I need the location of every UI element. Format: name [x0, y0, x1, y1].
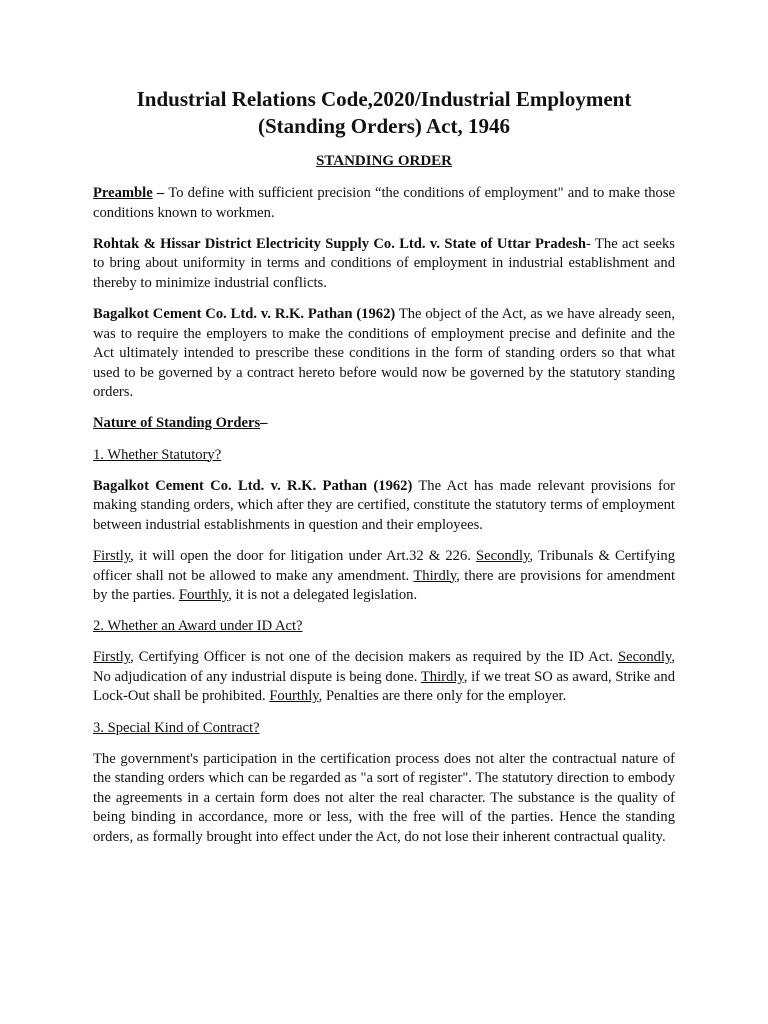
q2-firstly: Firstly	[93, 649, 131, 666]
q2-secondly: Secondly	[617, 649, 672, 666]
rohtak-case-name: Rohtak & Hissar District Electricity Supply Co. Ltd. v. State of Uttar Pradesh	[93, 235, 587, 252]
q1-fourthly: Fourthly	[178, 587, 229, 604]
q1-heading-text: 1. Whether Statutory?	[93, 446, 222, 463]
document-page	[93, 86, 675, 859]
preamble-paragraph	[93, 184, 675, 223]
rohtak-paragraph	[93, 235, 675, 294]
q2-fourthly: Fourthly	[269, 688, 319, 705]
q1-heading	[93, 446, 675, 466]
q3-heading	[93, 719, 675, 739]
q1-firstly-text: , it will open the door for litigation under Art.32 & 226.	[130, 547, 477, 564]
q1-case-paragraph	[93, 477, 675, 536]
q1-case-name: Bagalkot Cement Co. Ltd. v. R.K. Pathan (1962)	[93, 477, 413, 494]
q2-secondly-text: , No adjudication of any industrial dispute is being done.	[93, 649, 675, 685]
q2-firstly-text: , Certifying Officer is not one of the decision makers as required by the ID Act.	[130, 649, 618, 666]
preamble-text: To define with sufficient precision “the conditions of employment" and to make those conditions known to workmen.	[93, 185, 676, 221]
q1-secondly: Secondly	[476, 547, 530, 564]
q3-paragraph: The government's participation in the certification process does not alter the contractual nature of the standing orders which can be regarded as "a sort of register". The statutory direction to embody the agreements in a certain form does not alter the real character. The substance is the quality of being binding in accordance, more or less, with the free will of the parties. Hence the standing orders, as formally brought into effect under the Act, do not lose their inherent contractual quality.	[93, 750, 675, 846]
section-heading: STANDING ORDER	[316, 153, 452, 169]
q3-heading-text: 3. Special Kind of Contract?	[93, 719, 260, 736]
q2-heading	[93, 617, 675, 637]
nature-heading-label: Nature of Standing Orders	[93, 415, 261, 432]
q1-secondly-text: , Tribunals & Certifying officer shall not be allowed to make any amendment.	[93, 547, 675, 584]
q1-case-text: The Act has made relevant provisions for making standing orders, which after they are certified, constitute the statutory terms of employment between industrial establishments in question and their employees.	[93, 477, 675, 533]
q1-thirdly-text: , there are provisions for amendment by the parties.	[93, 567, 676, 604]
nature-heading-suffix: –	[260, 415, 268, 432]
nature-heading	[93, 414, 675, 434]
preamble-dash: –	[152, 185, 169, 201]
q1-firstly: Firstly	[93, 547, 131, 564]
preamble-label: Preamble	[93, 185, 153, 201]
q2-reasons-paragraph	[93, 648, 675, 707]
rohtak-text: - The act seeks to bring about uniformity in terms and conditions of employment in industrial establishment and thereby to minimize industrial conflicts.	[93, 235, 675, 291]
q2-heading-text: 2. Whether an Award under ID Act?	[93, 618, 303, 635]
bagalkot-case-name: Bagalkot Cement Co. Ltd. v. R.K. Pathan (1962)	[93, 305, 396, 322]
q1-fourthly-text: , it is not a delegated legislation.	[228, 587, 418, 604]
bagalkot-paragraph	[93, 305, 675, 403]
q1-thirdly: Thirdly	[413, 567, 457, 584]
q2-thirdly: Thirdly	[420, 668, 464, 685]
bagalkot-text: The object of the Act, as we have already seen, was to require the employers to make the conditions of employment precise and definite and the Act ultimately intended to prescribe these conditions in the form of standing orders so that what used to be governed by a contract hereto before would now be governed by the statutory standing orders.	[93, 305, 675, 401]
q2-thirdly-text: , if we treat SO as award, Strike and Lock-Out shall be prohibited.	[93, 668, 676, 705]
q1-reasons-paragraph	[93, 547, 675, 606]
document-title: Industrial Relations Code,2020/Industrial Employment (Standing Orders) Act, 1946	[136, 87, 632, 138]
q2-fourthly-text: , Penalties are there only for the employer.	[318, 688, 567, 705]
